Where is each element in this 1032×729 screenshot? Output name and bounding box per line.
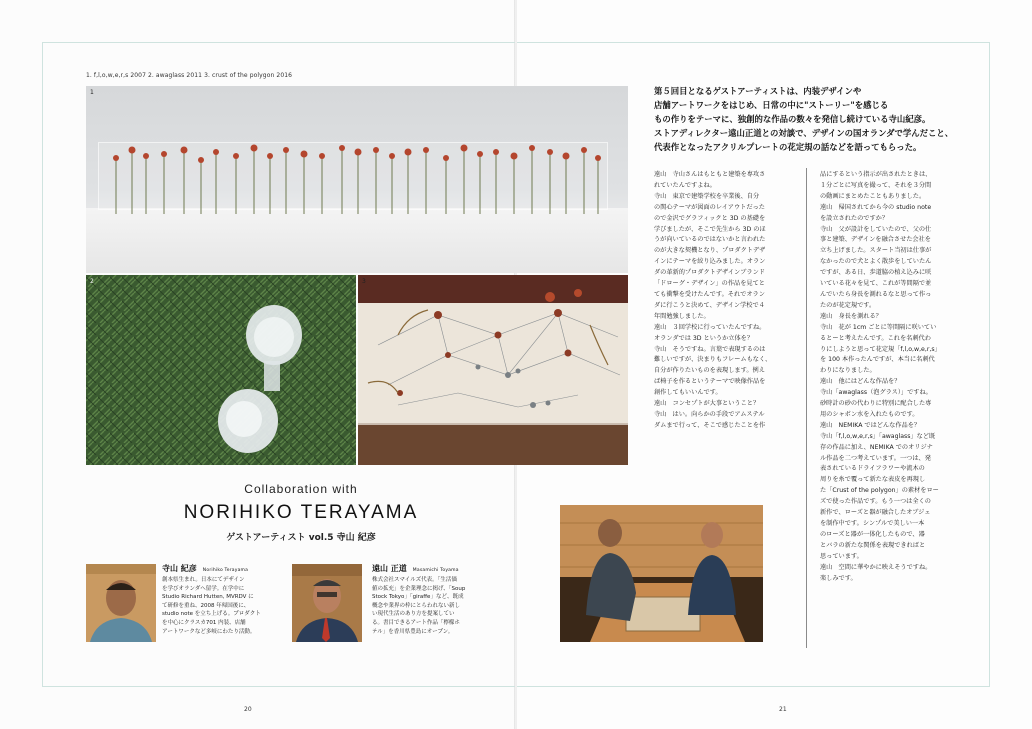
profile-bio-toyama <box>372 576 465 636</box>
text-line: 周りを糸で覆って新たな表皮を再現し <box>820 476 926 484</box>
text-line: 自分が作りたいものを表現します。例え <box>654 367 765 375</box>
text-line: ダの革新的プロダクトデザインブランド <box>654 269 765 277</box>
bio-line: Stock Tokyo」「giraffe」など、既成 <box>372 594 464 601</box>
text-line: 遠山 寺山さんはもともと建築を専攻さ <box>654 171 766 178</box>
text-line: 遠山 コンセプトが大事ということ？ <box>654 400 760 408</box>
text-line: の動画にまとめたこともありました。 <box>820 192 926 200</box>
toyama-portrait <box>292 564 362 642</box>
bio-line: アートワークなど多岐にわたり活動。 <box>162 628 256 635</box>
text-line: 新作で、ローズと器が融合したオブジェ <box>820 509 931 517</box>
polygon-illustration <box>358 275 628 465</box>
bio-line: 値の拡充」を企業理念に掲げ、「Soup <box>372 585 466 592</box>
profile-roman-name: Masamichi Toyama <box>412 568 459 573</box>
text-line: ですが、ある日、歩道脇の植え込みに咲 <box>820 269 932 277</box>
text-line: 遠山 ３回学校に行っていたんですね。 <box>654 323 766 331</box>
text-line: 立ち上げました。スタート当初は仕事が <box>820 247 932 255</box>
collaboration-label: Collaboration with <box>244 482 358 496</box>
lead-paragraph <box>654 84 953 154</box>
text-line: うが向いているのではないかと言われた <box>654 236 766 244</box>
text-line: ダムまで行って、そこで感じたことを作 <box>654 421 766 429</box>
lead-line: 店舗アートワークをはじめ、日常の中に"ストーリー"を感じる <box>654 100 889 110</box>
bio-line: を学びオランダへ留学。在学中に <box>162 585 245 592</box>
text-line: りにしようと思って花定規「f,l,o,w,e,r,s」 <box>820 345 941 353</box>
portrait-illustration <box>86 564 156 642</box>
text-line: たのが花定規です。 <box>820 301 876 309</box>
bio-line: テル」を香川県豊島にオープン。 <box>372 628 454 635</box>
interview-column-1 <box>654 170 771 432</box>
bio-line: studio note を立ち上げる。プロダクト <box>162 611 261 618</box>
text-line: 学びましたが、そこで先生から 3D のほ <box>654 225 766 233</box>
interview-column-2 <box>820 170 941 584</box>
text-line: 遠山 身長を測れる？ <box>820 312 882 320</box>
text-line: 用のシャボン水を入れたものです。 <box>820 410 919 418</box>
photo-interview <box>560 505 763 642</box>
text-line: を制作中です。シンプルで美しい一本 <box>820 520 925 527</box>
portrait-illustration <box>292 564 362 642</box>
photo-number: 2 <box>90 278 94 285</box>
photo-crust-of-polygon <box>358 275 628 465</box>
text-line: のローズと器が一体化したもので、器 <box>820 530 925 538</box>
lead-line: 代表作となったアクリルプレートの花定規の話などを語ってもらった。 <box>654 142 922 152</box>
bio-line: Studio Richard Hutten, MVRDV に <box>162 594 254 601</box>
text-line: んでいたら身長を測れるなと思って作っ <box>820 290 932 298</box>
text-line: 寺山「awaglass（泡グラス）」ですね。 <box>820 389 932 397</box>
photo-flower-ruler <box>86 86 628 273</box>
text-line: れていたんですよね。 <box>654 181 716 189</box>
text-line: 思っています。 <box>820 552 863 560</box>
text-line: 寺山 東京で建築学校を卒業後、自分 <box>654 192 760 200</box>
awaglass-illustration <box>86 275 356 465</box>
artist-name-title: NORIHIKO TERAYAMA <box>183 502 419 523</box>
text-line: 年間勉強しました。 <box>654 312 710 320</box>
profile-name-terayama <box>162 563 248 574</box>
text-line: いている花々を見て、これが等間隔で並 <box>820 280 932 288</box>
column-divider <box>806 168 807 648</box>
bio-line: 株式会社スマイルズ代表。「生活価 <box>372 577 457 583</box>
text-line: 遠山 他にはどんな作品を？ <box>820 378 901 386</box>
text-line: 創作してもいいんです。 <box>654 389 722 397</box>
photo-captions: 1. f,l,o,w,e,r,s 2007 2. awaglass 2011 3. crust of the polygon 2016 <box>86 72 293 79</box>
text-line: 遠山 空間に華やかに映えそうですね。 <box>820 563 932 571</box>
text-line: ル作品を二つ考えています。一つは、発 <box>820 454 931 462</box>
bio-line: 創本県生まれ。日本にてデザイン <box>162 577 245 583</box>
guest-artist-subtitle: ゲストアーティスト vol.5 寺山 紀彦 <box>226 533 376 543</box>
text-line: 難しいですが、決まりもフレームもなく、 <box>654 356 772 364</box>
text-line: 事と建築、デザインを融合させた会社を <box>820 236 931 244</box>
text-line: 砂時計の砂の代わりに特別に配合した専 <box>820 400 932 408</box>
bio-line: て研修を重ね、2008 年帰国後に、 <box>162 602 250 609</box>
page-number-left: 20 <box>244 706 252 713</box>
text-line: 「ドローグ・デザイン」の作品を見てと <box>654 280 765 288</box>
profile-name: 遠山 正道 <box>372 564 407 573</box>
text-line: 表されているドライフラワーや流木の <box>820 465 925 473</box>
text-line: 品にするという指示が出されたときは、 <box>820 171 932 178</box>
page-number-right: 21 <box>779 706 787 713</box>
interview-illustration <box>560 505 763 642</box>
text-line: の関心テーマが図面のレイアウトだった <box>654 203 765 211</box>
profile-roman-name: Norihiko Terayama <box>202 568 249 573</box>
text-line: ても衝撃を受けたんです。それでオラン <box>654 290 765 298</box>
profile-bio-terayama <box>162 576 261 636</box>
photo-awaglass <box>86 275 356 465</box>
photo-number: 1 <box>90 89 94 96</box>
text-line: 遠山 NEMIKA ではどんな作品を？ <box>820 421 921 429</box>
text-line: １分ごとに写真を撮って、それを３分間 <box>820 181 932 189</box>
terayama-portrait <box>86 564 156 642</box>
text-line: ば椅子を作るというテーマで映像作品を <box>654 378 766 386</box>
text-line: 遠山 帰国されてから今の studio note <box>820 203 932 211</box>
collaboration-heading <box>86 482 516 543</box>
text-line: 楽しみです。 <box>820 574 857 582</box>
text-line: なかったので犬とよく散歩をしていたん <box>820 258 932 266</box>
lead-line: 第５回目となるゲストアーティストは、内装デザインや <box>654 86 862 96</box>
text-line: るとーと考えたんです。これを名刺代わ <box>820 334 931 342</box>
bio-line: い現代生活のあり方を提案してい <box>372 611 455 618</box>
text-line: を 100 本作ったんですが、本当に名刺代 <box>820 356 935 364</box>
photo-number: 3 <box>362 278 366 285</box>
bio-line: る。書目できるアート作品「檸檬ホ <box>372 619 460 626</box>
lead-line: もの作りをテーマに、独創的な作品の数々を発信し続けている寺山紀彦。 <box>654 114 931 124</box>
text-line: 寺山「f,l,o,w,e,r,s」「awaglass」など既 <box>820 432 936 440</box>
profile-name: 寺山 紀彦 <box>162 564 197 573</box>
text-line: ズで使った作品です。もう一つは全くの <box>820 498 931 506</box>
text-line: ダに行こうと決めて、デザイン学校で４ <box>654 301 765 309</box>
text-line: 寺山 そうですね。言葉で表現するのは <box>654 345 766 353</box>
flower-stems-illustration <box>86 86 628 273</box>
text-line: とバラの新たな関係を表現できればと <box>820 541 926 549</box>
profile-name-toyama <box>372 563 459 574</box>
text-line: わりになりました。 <box>820 367 876 375</box>
text-line: ので金沢でグラフィックと 3D の基礎を <box>654 214 766 222</box>
text-line: のが大きな契機となり、プロダクトデザ <box>654 247 766 255</box>
text-line: 存の作品に加え、NEMIKA でのオリジナ <box>820 443 933 451</box>
bio-line: を中心にクラスカ701 内装、店舗 <box>162 619 246 626</box>
text-line: 寺山 父が設計をしていたので、父の仕 <box>820 225 932 233</box>
text-line: 寺山 花が 1cm ごとに等間隔に咲いてい <box>820 323 937 331</box>
text-line: を設立されたのですか？ <box>820 214 889 222</box>
bio-line: 概念や業界の枠にとらわれない新し <box>372 602 461 609</box>
text-line: た「Crust of the polygon」の素材をロー <box>820 487 939 495</box>
text-line: オランダでは 3D というか立体を？ <box>654 334 754 342</box>
text-line: インにテーマを絞り込みました。オラン <box>654 258 766 266</box>
lead-line: ストアディレクター遠山正道との対談で、デザインの国オランダで学んだこと、 <box>654 128 954 138</box>
text-line: 寺山 はい。向らかの手段でアムステル <box>654 410 765 418</box>
